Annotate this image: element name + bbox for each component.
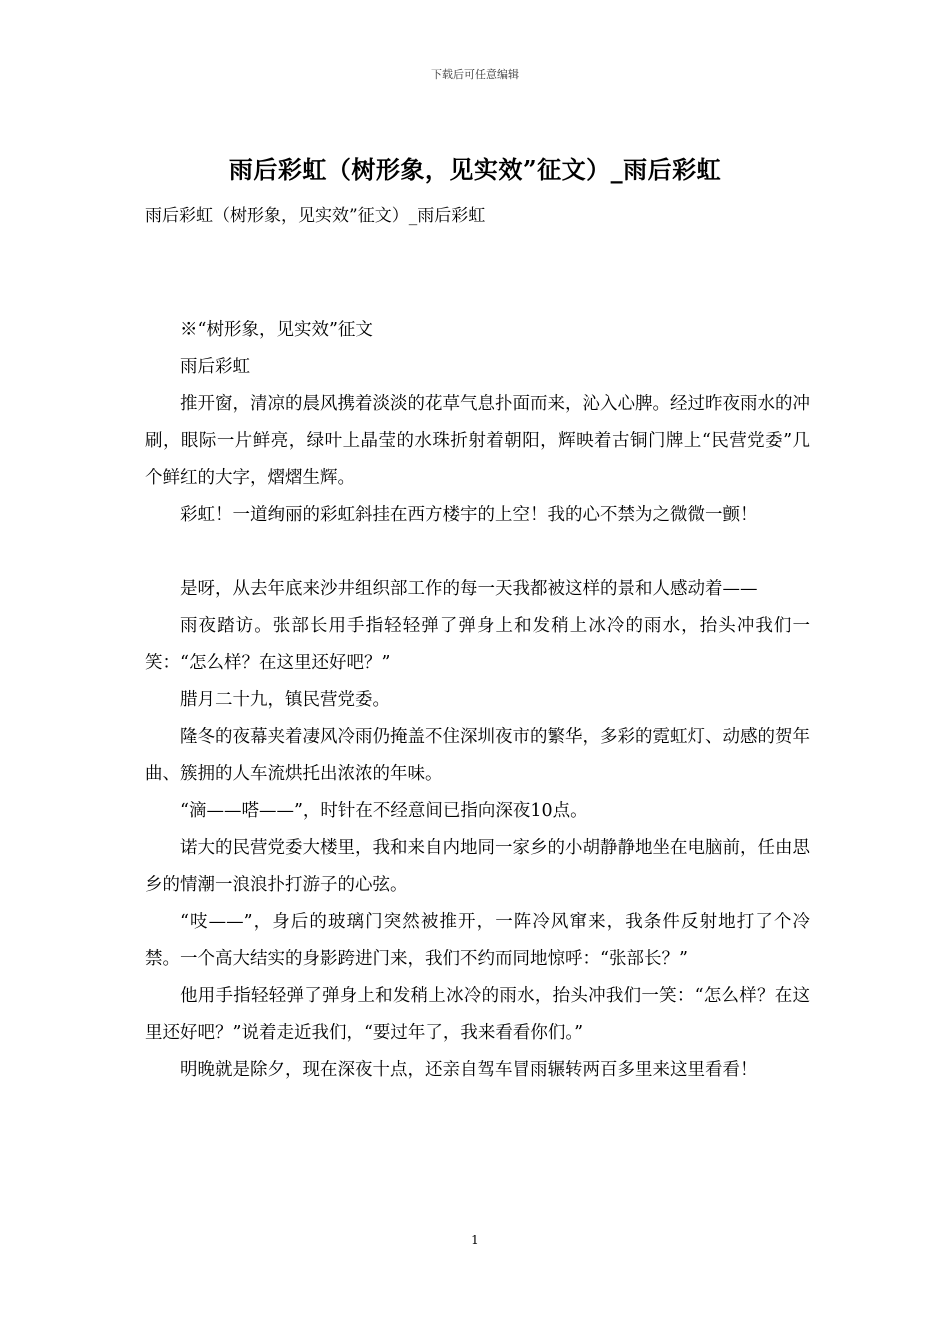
page-number: 1 <box>471 1233 479 1247</box>
paragraph: 雨夜踏访。张部长用手指轻轻弹了弹身上和发稍上冰冷的雨水，抬头冲我们一笑：“怎么样？在这里还好吧？” <box>145 616 810 673</box>
header-note: 下载后可任意编辑 <box>431 68 519 81</box>
paragraph: 腊月二十九，镇民营党委。 <box>180 690 390 710</box>
document-title: 雨后彩虹（树形象，见实效”征文）_雨后彩虹 <box>228 155 722 184</box>
paragraph-essay-tag: ※“树形象，见实效”征文 <box>180 320 373 340</box>
paragraph: 他用手指轻轻弹了弹身上和发稍上冰冷的雨水，抬头冲我们一笑：“怎么样？在这里还好吧？”说着走近我们，“要过年了，我来看看你们。” <box>145 986 810 1043</box>
paragraph-essay-title: 雨后彩虹 <box>180 357 250 377</box>
paragraph: 推开窗，清凉的晨风携着淡淡的花草气息扑面而来，沁入心脾。经过昨夜雨水的冲刷，眼际一片鲜亮，绿叶上晶莹的水珠折射着朝阳，辉映着古铜门牌上“民营党委”几个鲜红的大字，熠熠生辉。 <box>145 394 810 488</box>
paragraph: 彩虹！一道绚丽的彩虹斜挂在西方楼宇的上空！我的心不禁为之微微一颤！ <box>180 505 758 525</box>
document-body <box>145 312 810 1089</box>
paragraph: 明晚就是除夕，现在深夜十点，还亲自驾车冒雨辗转两百多里来这里看看！ <box>180 1060 758 1080</box>
paragraph: “滴——嗒——”，时针在不经意间已指向深夜10点。 <box>180 801 588 821</box>
paragraph: 诺大的民营党委大楼里，我和来自内地同一家乡的小胡静静地坐在电脑前，任由思乡的情潮一浪浪扑打游子的心弦。 <box>145 838 810 895</box>
paragraph: 隆冬的夜幕夹着凄风冷雨仍掩盖不住深圳夜市的繁华，多彩的霓虹灯、动感的贺年曲、簇拥的人车流烘托出浓浓的年味。 <box>145 727 810 784</box>
paragraph: “吱——”，身后的玻璃门突然被推开，一阵冷风窜来，我条件反射地打了个冷禁。一个高大结实的身影跨进门来，我们不约而同地惊呼：“张部长？” <box>145 912 810 969</box>
document-subtitle: 雨后彩虹（树形象，见实效”征文）_雨后彩虹 <box>145 206 486 226</box>
paragraph: 是呀，从去年底来沙井组织部工作的每一天我都被这样的景和人感动着—— <box>180 579 758 599</box>
